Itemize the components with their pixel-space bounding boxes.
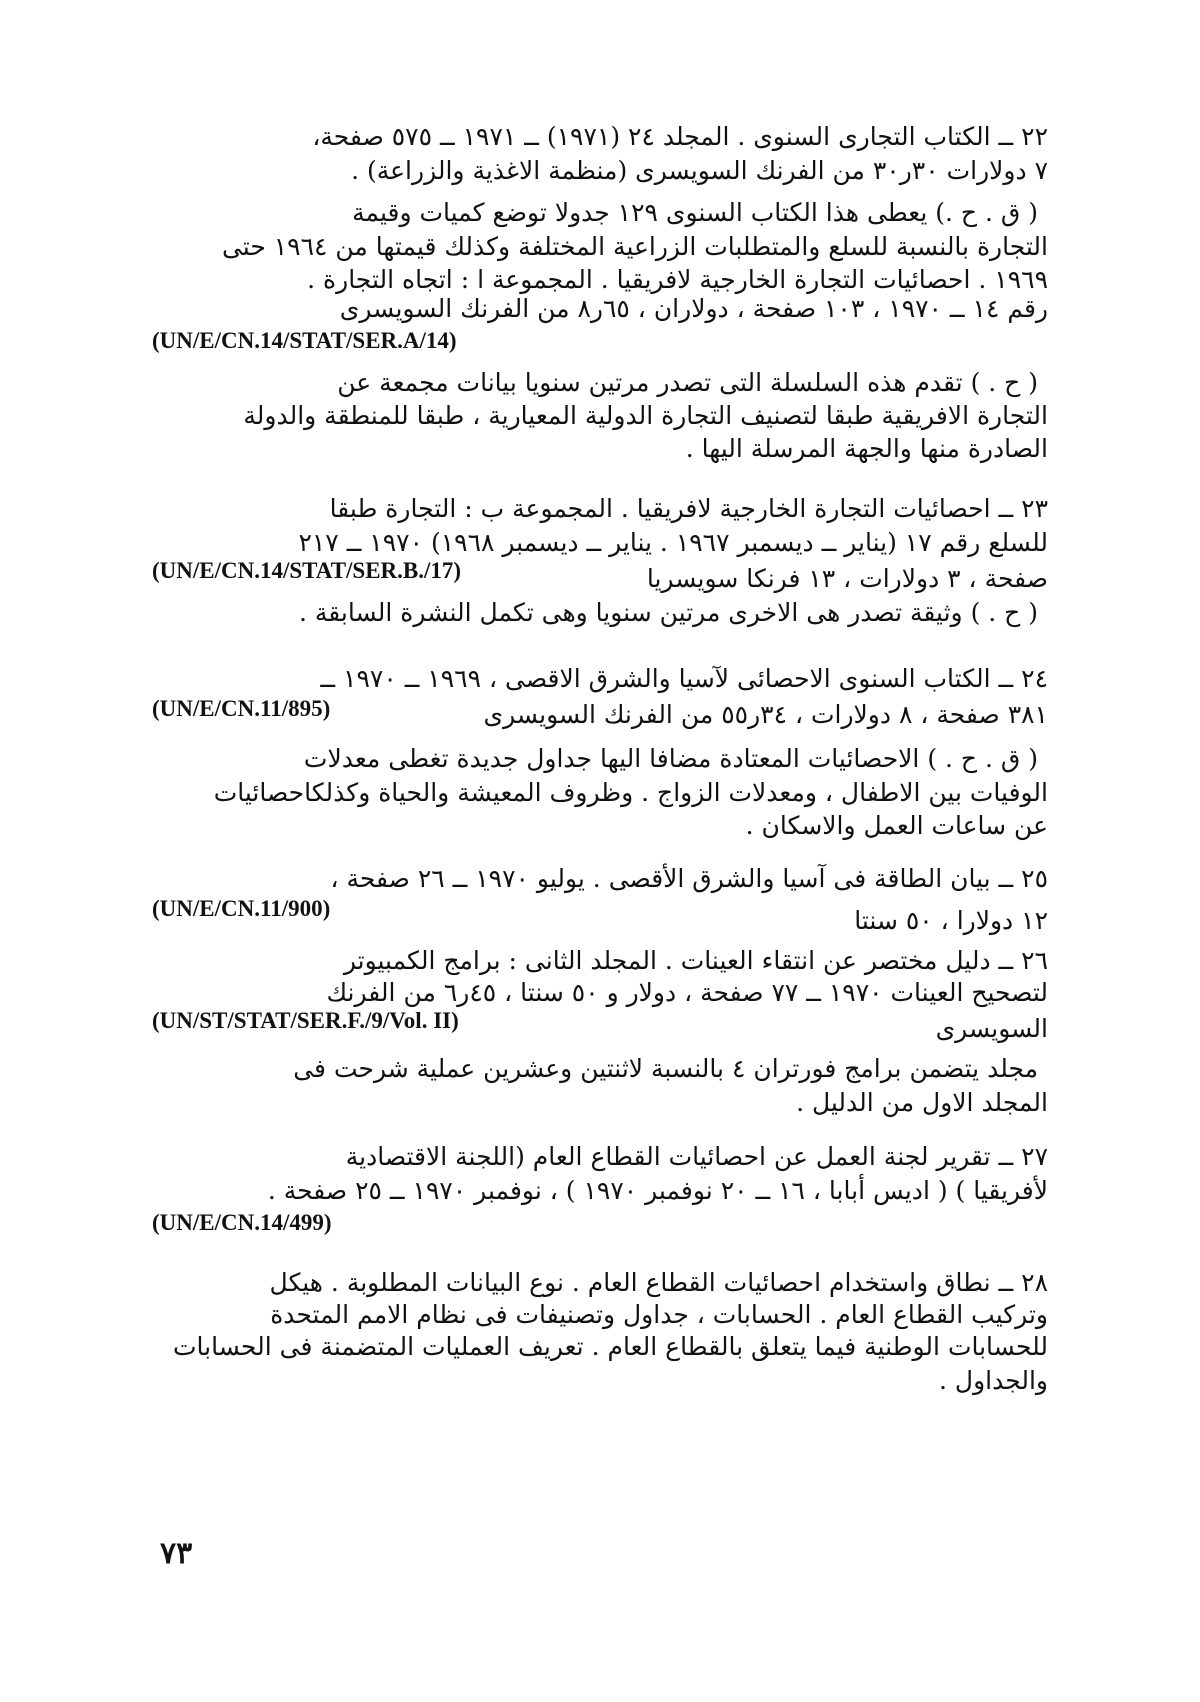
entry-25-line-1: ٢٥ ــ بيان الطاقة فى آسيا والشرق الأقصى . يوليو ١٩٧٠ ــ ٢٦ صفحة ، (330, 864, 1048, 893)
page-number: ٧٣ (160, 1536, 193, 1571)
entry-28-line-2: وتركيب القطاع العام . الحسابات ، جداول وتصنيفات فى نظام الامم المتحدة (270, 1300, 1048, 1329)
entry-22-note-line-2: التجارة بالنسبة للسلع والمتطلبات الزراعية المختلفة وكذلك قيمتها من ١٩٦٤ حتى (221, 232, 1048, 261)
entry-22-note2-line-1: ( ح . ) تقدم هذه السلسلة التى تصدر مرتين سنويا بيانات مجمعة عن (337, 368, 1038, 397)
entry-26-line-3: السويسرى (935, 1014, 1048, 1043)
entry-23-line-2: للسلع رقم ١٧ (يناير ــ ديسمبر ١٩٦٧ . يناير ــ ديسمبر ١٩٦٨) ١٩٧٠ ــ ٢١٧ (298, 528, 1048, 557)
entry-28-line-1: ٢٨ ــ نطاق واستخدام احصائيات القطاع العام . نوع البيانات المطلوبة . هيكل (269, 1268, 1048, 1297)
entry-27-code: (UN/E/CN.14/499) (152, 1210, 332, 1235)
entry-28-line-3: للحسابات الوطنية فيما يتعلق بالقطاع العام . تعريف العمليات المتضمنة فى الحسابات (173, 1332, 1048, 1361)
entry-23-code: (UN/E/CN.14/STAT/SER.B./17) (152, 558, 462, 583)
entry-26-code: (UN/ST/STAT/SER.F./9/Vol. II) (152, 1008, 459, 1033)
entry-24-note-line-1: ( ق . ح . ) الاحصائيات المعتادة مضافا اليها جداول جديدة تغطى معدلات (303, 744, 1038, 773)
entry-26-note-line-1: مجلد يتضمن برامج فورتران ٤ بالنسبة لاثنتين وعشرين عملية شرحت فى (293, 1054, 1038, 1083)
entry-22-note2-line-3: الصادرة منها والجهة المرسلة اليها . (685, 434, 1048, 463)
entry-22-line-1: ٢٢ ــ الكتاب التجارى السنوى . المجلد ٢٤ (١٩٧١) ــ ١٩٧١ ــ ٥٧٥ صفحة، (312, 122, 1048, 151)
entry-24-code: (UN/E/CN.11/895) (152, 696, 331, 721)
entry-22-note-line-3: ١٩٦٩ . احصائيات التجارة الخارجية لافريقيا . المجموعة ا : اتجاه التجارة . (307, 265, 1048, 294)
entry-24-note-line-3: عن ساعات العمل والاسكان . (745, 811, 1048, 840)
entry-23-line-1: ٢٣ ــ احصائيات التجارة الخارجية لافريقيا . المجموعة ب : التجارة طبقا (329, 494, 1048, 523)
entry-27-line-1: ٢٧ ــ تقرير لجنة العمل عن احصائيات القطاع العام (اللجنة الاقتصادية (345, 1142, 1048, 1171)
entry-25-code: (UN/E/CN.11/900) (152, 896, 331, 921)
entry-22-note-line-1: ( ق . ح .) يعطى هذا الكتاب السنوى ١٢٩ جدولا توضع كميات وقيمة (352, 198, 1038, 227)
entry-22-note-line-4: رقم ١٤ ــ ١٩٧٠ ، ١٠٣ صفحة ، دولاران ، ٦٥ر٨ من الفرنك السويسرى (339, 294, 1048, 323)
entry-27-line-2: لأفريقيا ) ( اديس أبابا ، ١٦ ــ ٢٠ نوفمبر ١٩٧٠ ) ، نوفمبر ١٩٧٠ ــ ٢٥ صفحة . (267, 1176, 1048, 1205)
entry-23-note-line-1: ( ح . ) وثيقة تصدر هى الاخرى مرتين سنويا وهى تكمل النشرة السابقة . (298, 598, 1038, 627)
entry-24-line-1: ٢٤ ــ الكتاب السنوى الاحصائى لآسيا والشرق الاقصى ، ١٩٦٩ ــ ١٩٧٠ ــ (320, 664, 1048, 693)
entry-24-note-line-2: الوفيات بين الاطفال ، ومعدلات الزواج . وظروف المعيشة والحياة وكذلكاحصائيات (213, 778, 1048, 807)
entry-23-line-3: صفحة ، ٣ دولارات ، ١٣ فرنكا سويسريا (646, 564, 1048, 593)
entry-26-line-1: ٢٦ ــ دليل مختصر عن انتقاء العينات . المجلد الثانى : برامج الكمبيوتر (343, 946, 1048, 975)
entry-28-line-4: والجداول . (939, 1366, 1048, 1395)
entry-26-line-2: لتصحيح العينات ١٩٧٠ ــ ٧٧ صفحة ، دولار و ٥٠ سنتا ، ٤٥ر٦ من الفرنك (326, 978, 1048, 1007)
entry-22-note2-line-2: التجارة الافريقية طبقا لتصنيف التجارة الدولية المعيارية ، طبقا للمنطقة والدولة (243, 401, 1048, 430)
entry-26-note-line-2: المجلد الاول من الدليل . (796, 1088, 1048, 1117)
entry-22-code: (UN/E/CN.14/STAT/SER.A/14) (152, 328, 457, 353)
entry-24-line-2: ٣٨١ صفحة ، ٨ دولارات ، ٣٤ر٥٥ من الفرنك السويسرى (483, 700, 1048, 729)
entry-25-line-2: ١٢ دولارا ، ٥٠ سنتا (854, 906, 1048, 935)
entry-22-line-2: ٧ دولارات ٣٠ر٣٠ من الفرنك السويسرى (منظمة الاغذية والزراعة) . (351, 156, 1048, 185)
